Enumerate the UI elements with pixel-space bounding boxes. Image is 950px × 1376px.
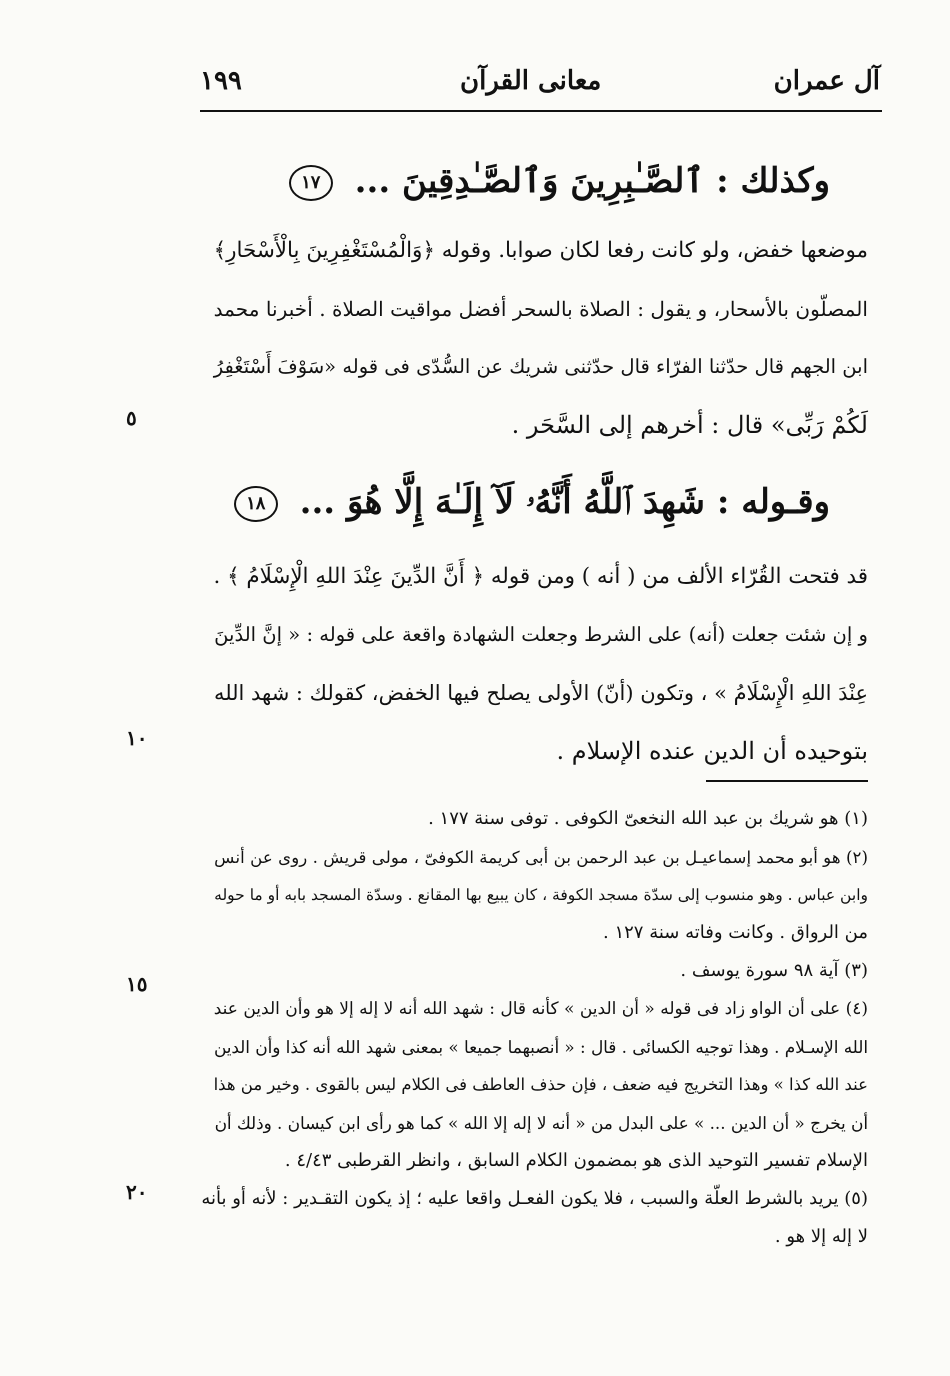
surah-name: آل عمران (773, 66, 880, 96)
verse-number: ١٧ (289, 165, 333, 201)
paragraph-line: عِنْدَ اللهِ الْإِسْلَامُ » ، وتكون (أنّ) الأولى يصلح فيها الخفض، كقولك : شهد الله (213, 681, 868, 705)
footnote-line: (٣) آية ٩٨ سورة يوسف . (680, 960, 868, 981)
footnote-line: لا إله إلا هو . (774, 1226, 868, 1247)
footnote-line: وابن عباس . وهو منسوب إلى سدّة مسجد الكوفة ، كان يبيع بها المقانع . وسدّة المسجد بابه أو ما حوله (214, 886, 868, 904)
paragraph-line: و إن شئت جعلت (أنه) على الشرط وجعلت الشهادة واقعة على قوله : « إنَّ الدِّينَ (214, 623, 868, 646)
verse-number: ١٨ (234, 486, 278, 522)
margin-line-number: ٥ (126, 406, 137, 430)
footnote-line: (٥) يريد بالشرط العلّة والسبب ، فلا يكون الفعـل واقعا عليه ؛ إذ يكون التقـدير : لأنه أو بأنه (201, 1188, 868, 1209)
page-header (200, 66, 880, 106)
footnote-line: عند الله كذا » وهذا التخريج فيه ضعف ، فإن حذف العاطف فى الكلام ليس بالقوى . وخير من هذا (213, 1075, 868, 1094)
footnotes (200, 800, 868, 1256)
paragraph-line: بتوحيده أن الدين عنده الإسلام . (556, 737, 868, 765)
paragraph-1 (200, 222, 868, 454)
verse-heading-18 (246, 482, 830, 522)
footnote-line: من الرواق . وكانت وفاته سنة ١٢٧ . (603, 922, 868, 943)
footnote-line: (٤) على أن الواو زاد فى قوله « أن الدين » كأنه قال : شهد الله أنه لا إله إلا هو وأن الدين عند (213, 999, 868, 1019)
margin-line-number: ٢٠ (126, 1180, 148, 1204)
paragraph-line: المصلّون بالأسحار، و يقول : الصلاة بالسحر أفضل مواقيت الصلاة . أخبرنا محمد (213, 297, 868, 321)
page-number: ١٩٩ (200, 66, 242, 96)
footnote-line: أن يخرج « أن الدين ... » على البدل من « أنه لا إله إلا الله » كما هو رأى ابن كيسان . وذلك أن (214, 1113, 868, 1133)
header-rule (200, 110, 882, 112)
verse-text: وقـوله : شَهِدَ ٱللَّهُ أَنَّهُۥ لَآ إِلَـٰهَ إِلَّا هُوَ ... (299, 482, 830, 522)
footnote-rule (706, 780, 868, 782)
paragraph-line: قد فتحت القُرّاء الألف من ( أنه ) ومن قوله ﴿ أَنَّ الدِّينَ عِنْدَ اللهِ الْإِسْلَامُ ﴾ . (213, 564, 868, 589)
verse-text: وكذلك : ٱلصَّـٰبِرِينَ وَٱلصَّـٰدِقِينَ ... (354, 161, 830, 201)
footnote-line: الله الإسـلام . وهذا توجيه الكسائى . قال : « أنصبهما جميعا » بمعنى شهد الله أنه كذا وأن الدين (213, 1037, 868, 1057)
margin-line-number: ١٠ (126, 726, 148, 750)
footnote-line: الإسلام تفسير التوحيد الذى هو بمضمون الكلام السابق ، وانظر القرطبى ٤/٤٣ . (284, 1150, 868, 1171)
book-title: معانى القرآن (460, 66, 602, 96)
footnote-line: (١) هو شريك بن عبد الله النخعىّ الكوفى . توفى سنة ١٧٧ . (428, 808, 868, 829)
footnote-line: (٢) هو أبو محمد إسماعيـل بن عبد الرحمن بن أبى كريمة الكوفىّ ، مولى قريش . روى عن أنس (214, 847, 868, 867)
paragraph-line: ابن الجهم قال حدّثنا الفرّاء قال حدّثنى شريك عن السُّدّى فى قوله «سَوْفَ أَسْتَغْفِرُ (213, 355, 868, 378)
margin-line-number: ١٥ (126, 972, 148, 996)
paragraph-line: موضعها خفض، ولو كانت رفعا لكان صوابا. وقوله ﴿وَالْمُسْتَغْفِرِينَ بِالْأَسْحَارِ﴾ (213, 238, 868, 263)
verse-heading-17 (301, 160, 830, 201)
paragraph-line: لَكُمْ رَبِّى» قال : أخرهم إلى السَّحَر . (511, 411, 868, 439)
paragraph-2 (200, 548, 868, 780)
